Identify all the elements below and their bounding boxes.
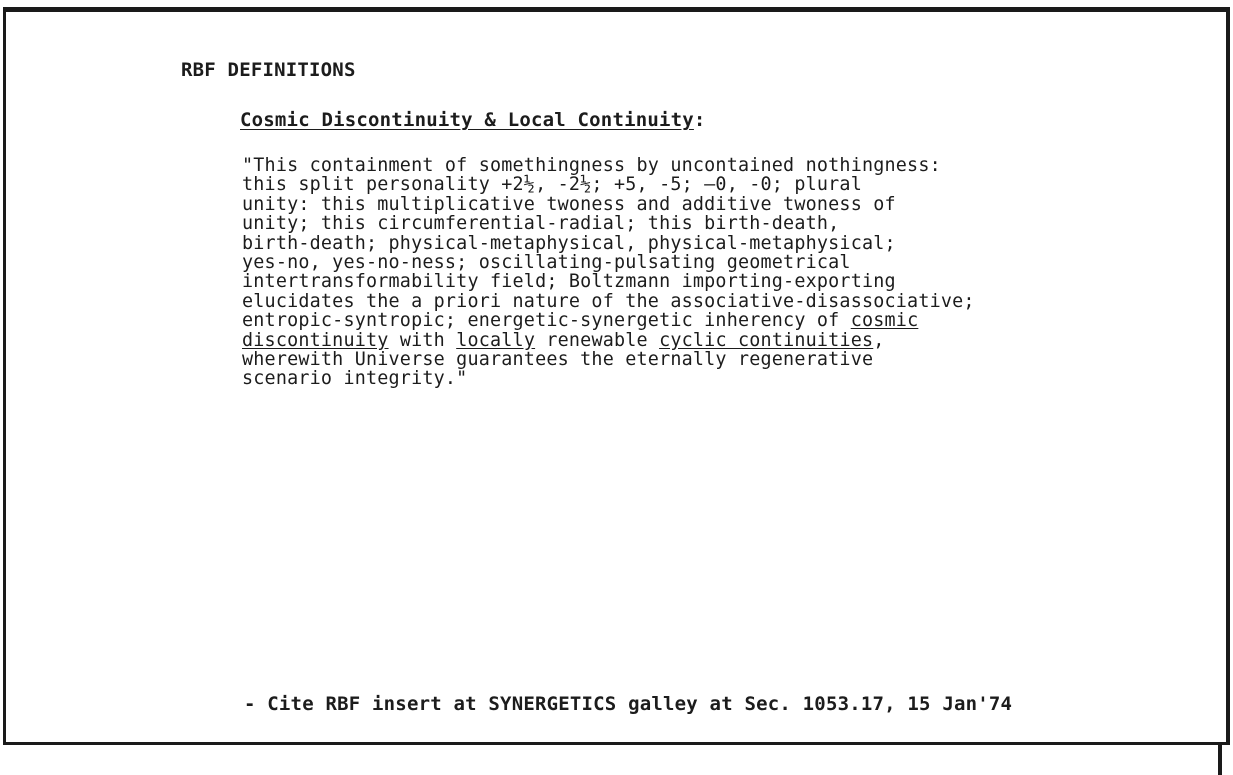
quote-line	[242, 331, 975, 350]
quote-text: ,	[873, 329, 885, 351]
quote-line	[242, 156, 975, 175]
card-stack-edge	[0, 745, 1222, 775]
definition-title-colon: :	[693, 109, 706, 131]
page-heading: RBF DEFINITIONS	[181, 59, 356, 81]
quote-text: yes-no, yes-no-ness; oscillating-pulsating geometrical	[242, 252, 851, 274]
underlined-phrase: cosmic	[850, 310, 919, 332]
underlined-phrase: discontinuity	[242, 329, 389, 351]
definition-title-text: Cosmic Discontinuity & Local Continuity	[240, 109, 694, 131]
quote-line	[242, 292, 975, 311]
quote-line	[242, 195, 975, 214]
definition-title	[240, 109, 706, 131]
quote-text: "This containment of somethingness by uncontained nothingness:	[242, 155, 941, 176]
quote-line	[242, 253, 975, 272]
quote-text: intertransformability field; Boltzmann importing-exporting	[242, 271, 896, 293]
quote-text: elucidates the a priori nature of the associative-disassociative;	[242, 290, 975, 312]
quote-line	[242, 175, 975, 194]
quote-text: with	[388, 329, 457, 351]
quote-text: entropic-syntropic; energetic-synergetic inherency of	[242, 310, 851, 332]
definition-quote	[242, 156, 975, 389]
quote-text: renewable	[535, 329, 660, 351]
quote-line	[242, 214, 975, 233]
citation: - Cite RBF insert at SYNERGETICS galley at Sec. 1053.17, 15 Jan'74	[244, 693, 1013, 715]
quote-text: wherewith Universe guarantees the eternally regenerative	[242, 349, 874, 371]
quote-text: scenario integrity."	[242, 368, 468, 390]
underlined-phrase: locally	[456, 329, 536, 351]
underlined-phrase: cyclic continuities	[659, 329, 874, 351]
quote-text: birth-death; physical-metaphysical, physical-metaphysical;	[242, 232, 896, 254]
quote-line	[242, 272, 975, 291]
quote-line	[242, 350, 975, 369]
quote-line	[242, 234, 975, 253]
quote-text: unity; this circumferential-radial; this birth-death,	[242, 213, 840, 235]
quote-text: unity: this multiplicative twoness and additive twoness of	[242, 193, 896, 215]
quote-line	[242, 311, 975, 330]
quote-text: this split personality +2½, -2½; +5, -5; —0, -0; plural	[242, 174, 862, 196]
quote-line	[242, 369, 975, 388]
